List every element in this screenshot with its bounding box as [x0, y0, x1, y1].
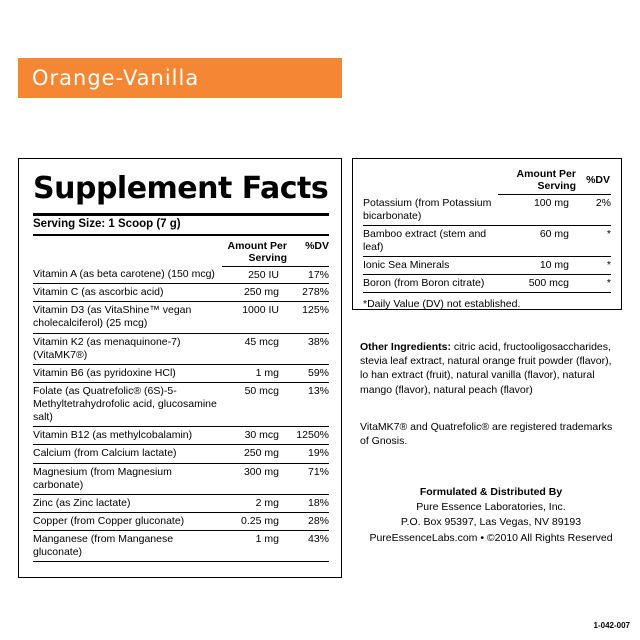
nutrient-dv: *	[577, 225, 611, 256]
distributor-heading: Formulated & Distributed By	[419, 486, 563, 498]
table-row	[33, 364, 329, 382]
supplement-facts-panel	[18, 158, 342, 578]
distributor-company: Pure Essence Laboratories, Inc.	[416, 501, 566, 514]
nutrient-amount: 30 mcg	[222, 427, 287, 445]
table-row	[33, 463, 329, 494]
table-row	[33, 333, 329, 364]
nutrient-dv: 13%	[287, 382, 329, 426]
label-code: 1-042-007	[593, 621, 630, 630]
table-row	[33, 512, 329, 530]
nutrient-dv: 125%	[287, 302, 329, 333]
nutrient-amount: 0.25 mg	[222, 512, 287, 530]
nutrient-dv: 18%	[287, 494, 329, 512]
nutrient-amount: 1 mg	[222, 364, 287, 382]
nutrient-amount: 100 mg	[498, 195, 577, 226]
title-divider	[33, 213, 329, 216]
nutrient-name: Vitamin A (as beta carotene) (150 mcg)	[33, 266, 222, 284]
distributor-block	[352, 485, 630, 546]
nutrient-dv: 28%	[287, 512, 329, 530]
page-title: Supplement Facts	[33, 171, 329, 206]
header-blank	[33, 238, 222, 267]
nutrient-dv: 2%	[577, 195, 611, 226]
other-ingredients	[360, 340, 622, 397]
table-row	[33, 284, 329, 302]
table-row	[33, 494, 329, 512]
supplement-facts-table	[33, 238, 329, 563]
nutrient-dv: 38%	[287, 333, 329, 364]
flavor-banner	[18, 58, 342, 98]
nutrient-amount: 10 mg	[498, 257, 577, 275]
other-ingredients-text: citric acid, fructooligosaccharides, stevia leaf extract, natural orange fruit powder (flavor), lo han extract (fruit), natural vanilla (flavor), natural mango (flavor), natural peach (flavor)	[360, 341, 612, 396]
table-row	[33, 382, 329, 426]
nutrient-amount: 300 mg	[222, 463, 287, 494]
nutrient-amount: 1000 IU	[222, 302, 287, 333]
nutrient-amount: 50 mcg	[222, 382, 287, 426]
table-row	[363, 225, 611, 256]
nutrient-dv: 1250%	[287, 427, 329, 445]
nutrient-name: Magnesium (from Magnesium carbonate)	[33, 463, 222, 494]
table-header-row	[33, 238, 329, 267]
nutrient-dv: 59%	[287, 364, 329, 382]
distributor-address: P.O. Box 95397, Las Vegas, NV 89193	[400, 516, 582, 529]
table-row	[363, 275, 611, 293]
nutrient-amount: 1 mg	[222, 531, 287, 562]
supplement-facts-continued-table	[363, 167, 611, 293]
nutrient-amount: 500 mcg	[498, 275, 577, 293]
nutrient-dv: *	[577, 275, 611, 293]
nutrient-amount: 60 mg	[498, 225, 577, 256]
nutrient-name: Vitamin C (as ascorbic acid)	[33, 284, 222, 302]
nutrient-name: Vitamin B12 (as methylcobalamin)	[33, 427, 222, 445]
header-amount-per-serving: Amount Per Serving	[498, 167, 577, 195]
nutrient-dv: *	[577, 257, 611, 275]
nutrient-amount: 250 mg	[222, 284, 287, 302]
table-row	[33, 531, 329, 562]
nutrient-name: Potassium (from Potassium bicarbonate)	[363, 195, 498, 226]
header-amount-per-serving: Amount Per Serving	[222, 238, 287, 267]
nutrient-amount: 250 IU	[222, 266, 287, 284]
flavor-label: Orange-Vanilla	[32, 66, 200, 90]
nutrient-name: Boron (from Boron citrate)	[363, 275, 498, 293]
nutrient-name: Vitamin B6 (as pyridoxine HCl)	[33, 364, 222, 382]
daily-value-footnote: *Daily Value (DV) not established.	[363, 298, 521, 311]
nutrient-dv: 71%	[287, 463, 329, 494]
nutrient-name: Zinc (as Zinc lactate)	[33, 494, 222, 512]
nutrient-name: Ionic Sea Minerals	[363, 257, 498, 275]
table-row	[33, 427, 329, 445]
header-dv: %DV	[287, 238, 329, 267]
nutrient-dv: 278%	[287, 284, 329, 302]
nutrient-name: Bamboo extract (stem and leaf)	[363, 225, 498, 256]
nutrient-name: Vitamin D3 (as VitaShine™ vegan cholecalciferol) (25 mcg)	[33, 302, 222, 333]
distributor-website-copyright: PureEssenceLabs.com • ©2010 All Rights Reserved	[369, 531, 613, 544]
table-header-row	[363, 167, 611, 195]
supplement-facts-continued-panel	[352, 158, 622, 310]
nutrient-dv: 43%	[287, 531, 329, 562]
table-row	[33, 302, 329, 333]
table-row	[363, 257, 611, 275]
nutrient-dv: 17%	[287, 266, 329, 284]
table-row	[363, 195, 611, 226]
nutrient-name: Folate (as Quatrefolic® (6S)-5-Methyltetrahydrofolic acid, glucosamine salt)	[33, 382, 222, 426]
nutrient-amount: 45 mcg	[222, 333, 287, 364]
nutrient-amount: 250 mg	[222, 445, 287, 463]
nutrient-amount: 2 mg	[222, 494, 287, 512]
nutrient-dv: 19%	[287, 445, 329, 463]
table-row	[33, 445, 329, 463]
nutrient-name: Manganese (from Manganese gluconate)	[33, 531, 222, 562]
header-blank	[363, 167, 498, 195]
header-dv: %DV	[577, 167, 611, 195]
table-row	[33, 266, 329, 284]
trademark-note: VitaMK7® and Quatrefolic® are registered trademarks of Gnosis.	[360, 421, 613, 448]
serving-divider	[33, 234, 329, 236]
other-ingredients-heading: Other Ingredients:	[360, 341, 452, 353]
nutrient-name: Calcium (from Calcium lactate)	[33, 445, 222, 463]
nutrient-name: Vitamin K2 (as menaquinone-7) (VitaMK7®)	[33, 333, 222, 364]
nutrient-name: Copper (from Copper gluconate)	[33, 512, 222, 530]
serving-size: Serving Size: 1 Scoop (7 g)	[33, 217, 181, 230]
